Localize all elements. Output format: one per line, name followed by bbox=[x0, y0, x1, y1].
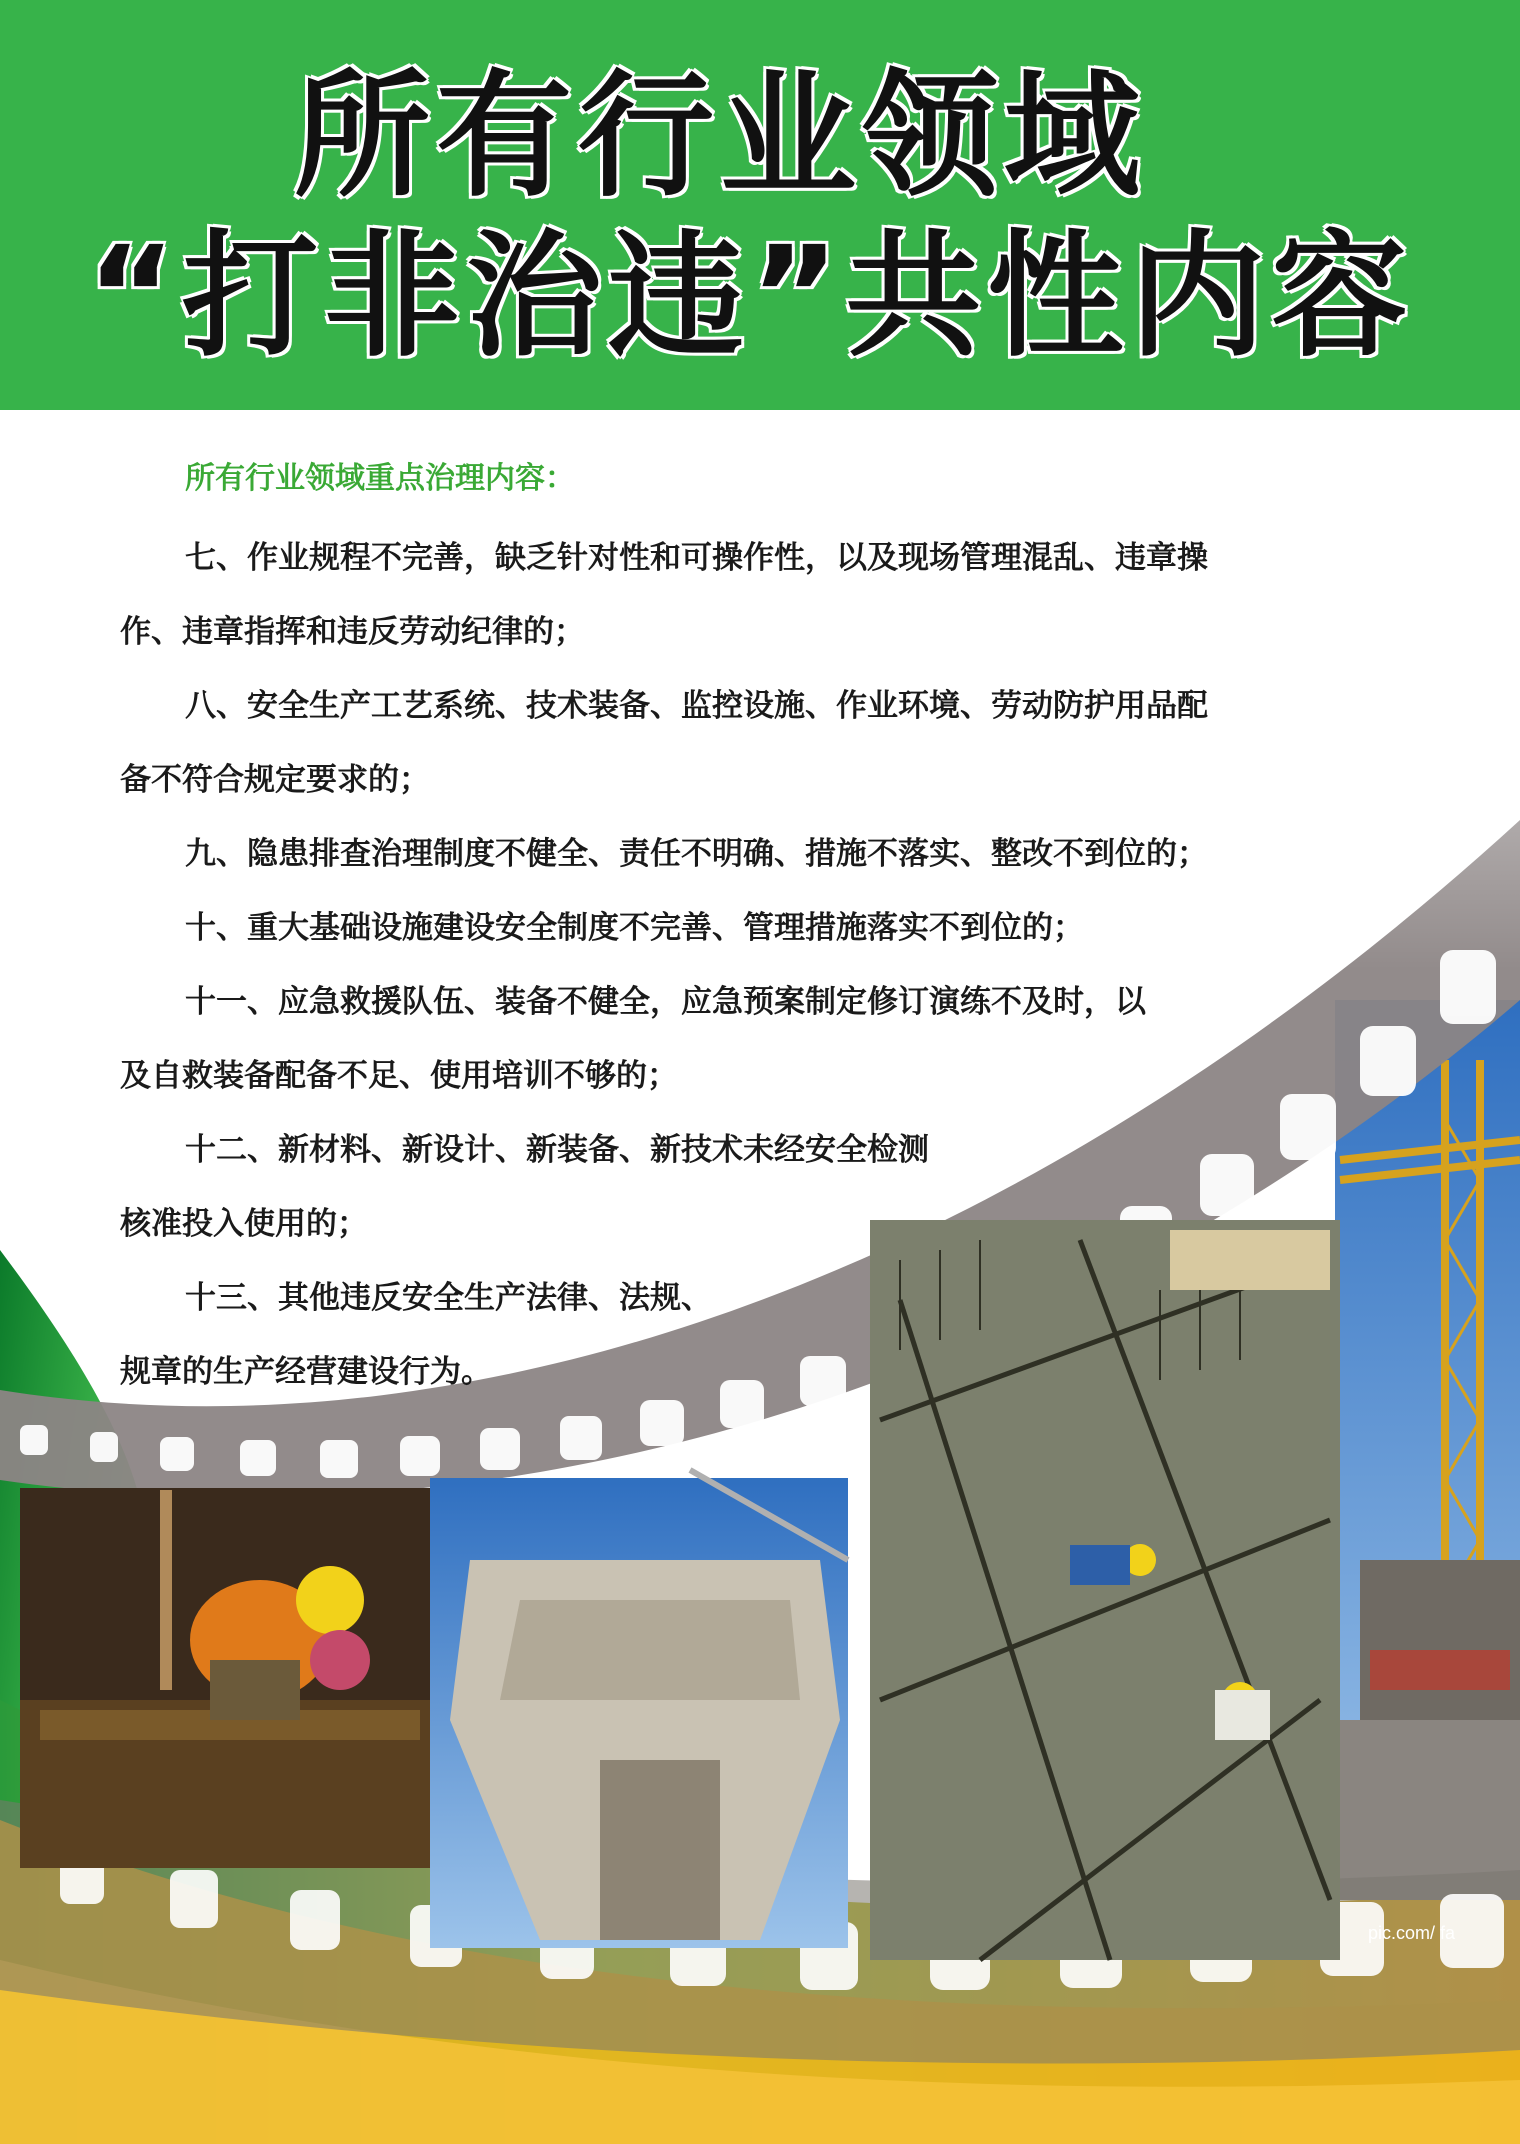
list-item bbox=[120, 817, 1420, 891]
list-item bbox=[120, 669, 1420, 817]
item-text-continued: 备不符合规定要求的； bbox=[120, 762, 430, 798]
list-item bbox=[120, 965, 1420, 1113]
item-text: 八、安全生产工艺系统、技术装备、监控设施、作业环境、劳动防护用品配 bbox=[185, 688, 1208, 724]
content-block bbox=[120, 455, 1420, 1409]
section-subtitle: 所有行业领域重点治理内容： bbox=[185, 461, 575, 496]
item-text-continued: 核准投入使用的； bbox=[120, 1206, 368, 1242]
item-text: 十三、其他违反安全生产法律、法规、 bbox=[185, 1280, 712, 1316]
item-text: 七、作业规程不完善，缺乏针对性和可操作性，以及现场管理混乱、违章操 bbox=[185, 540, 1208, 576]
item-text: 九、隐患排查治理制度不健全、责任不明确、措施不落实、整改不到位的； bbox=[185, 836, 1208, 872]
photo-welder bbox=[20, 1488, 430, 1868]
list-item bbox=[120, 891, 1420, 965]
list-item bbox=[120, 1113, 1420, 1261]
item-text-continued: 作、违章指挥和违反劳动纪律的； bbox=[120, 614, 585, 650]
item-text-continued: 规章的生产经营建设行为。 bbox=[120, 1354, 492, 1390]
title-line-1: 所有行业领域 bbox=[294, 58, 1146, 216]
item-text-continued: 及自救装备配备不足、使用培训不够的； bbox=[120, 1058, 678, 1094]
title-line-2: “打非治违”共性内容 bbox=[86, 218, 1414, 376]
item-text: 十二、新材料、新设计、新装备、新技术未经安全检测 bbox=[185, 1132, 929, 1168]
item-text: 十、重大基础设施建设安全制度不完善、管理措施落实不到位的； bbox=[185, 910, 1084, 946]
list-item bbox=[120, 521, 1420, 669]
watermark-text: pic.com/ fa bbox=[1368, 1923, 1456, 1943]
photo-concrete-hopper bbox=[430, 1470, 848, 1948]
list-item bbox=[120, 1261, 1420, 1409]
item-text: 十一、应急救援队伍、装备不健全，应急预案制定修订演练不及时，以 bbox=[185, 984, 1146, 1020]
